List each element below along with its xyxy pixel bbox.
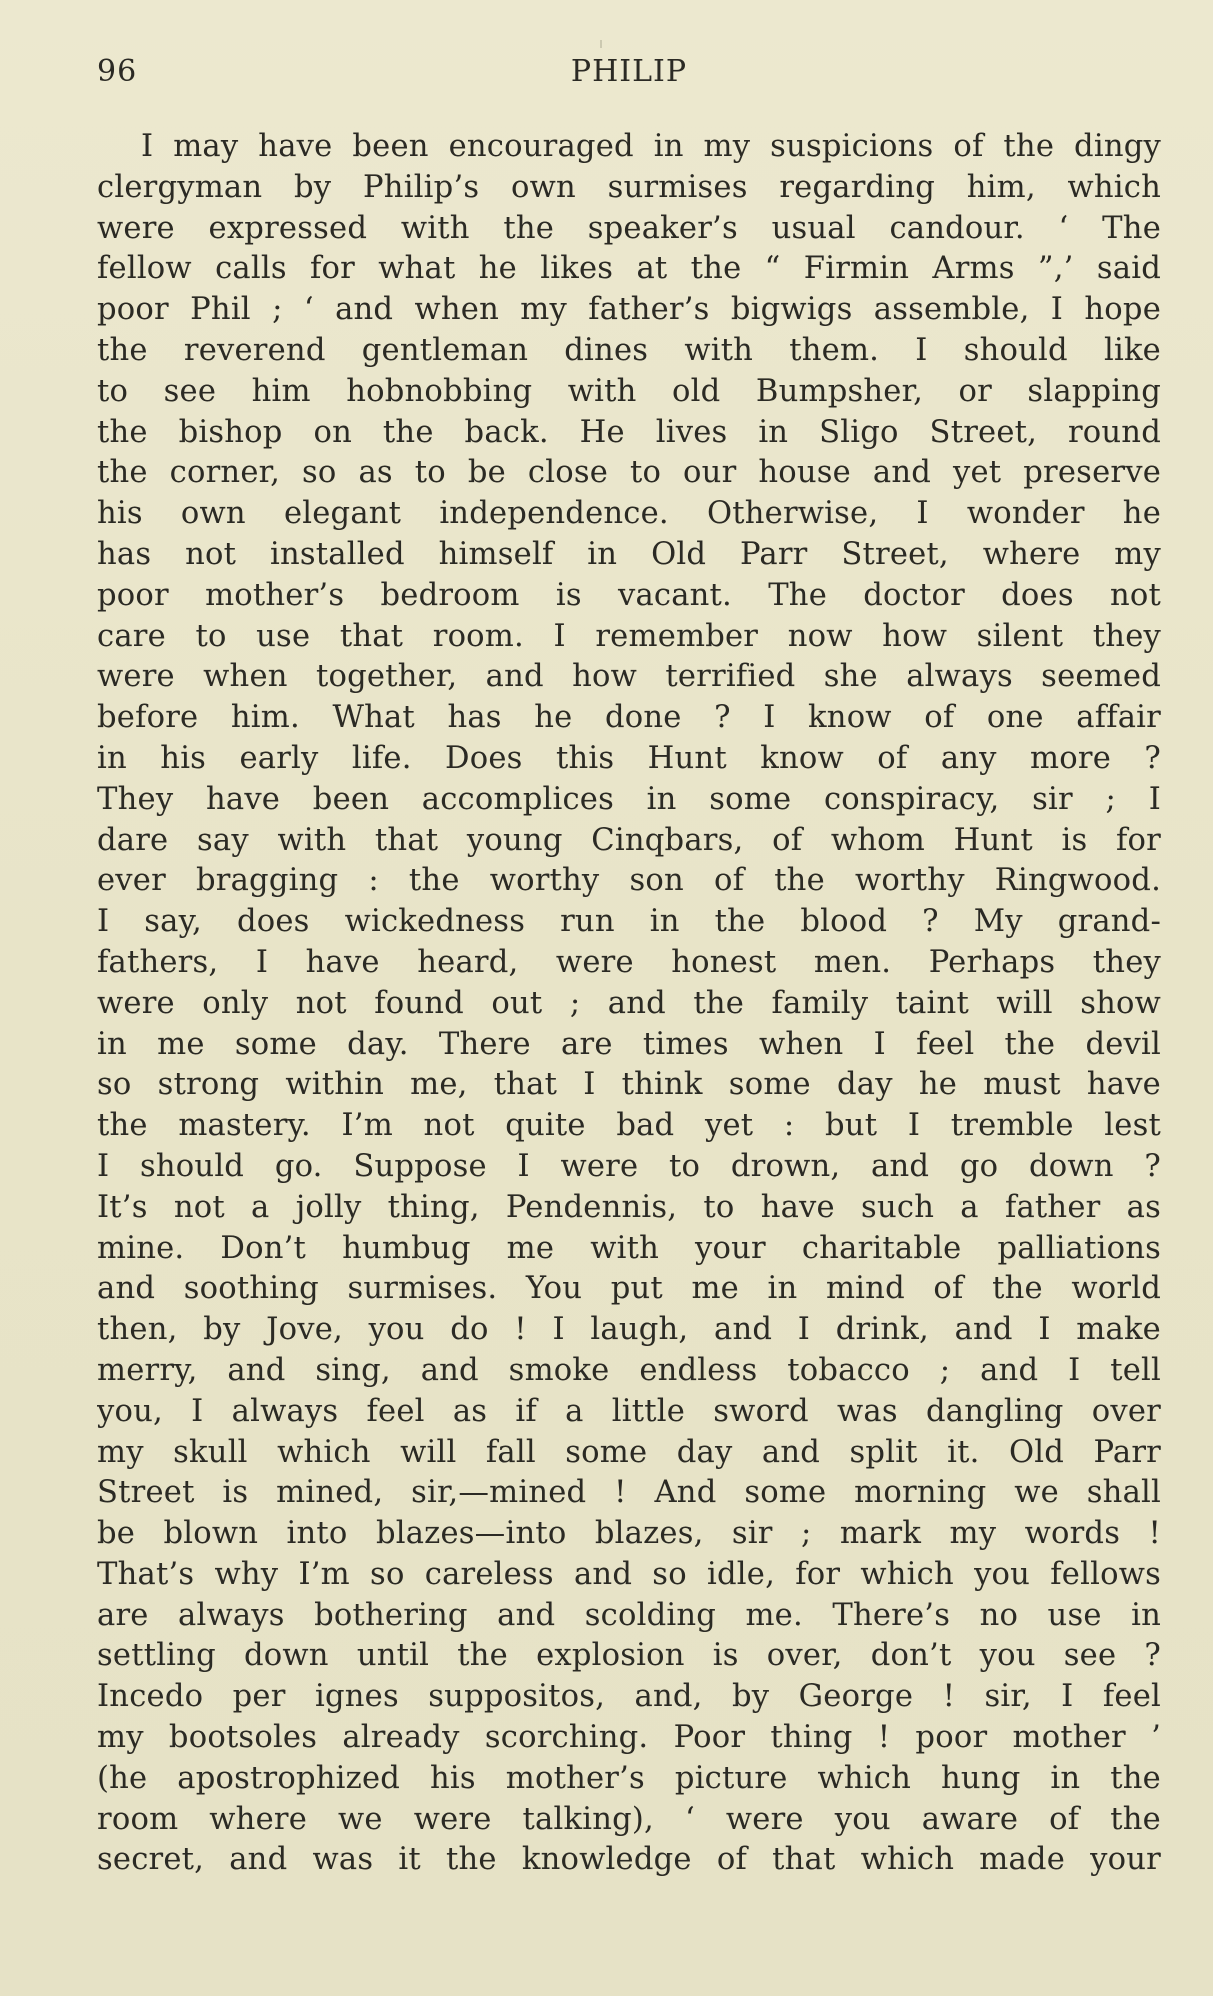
text-line: care to use that room. I remember now how silent they (97, 618, 1161, 654)
text-line: settling down until the explosion is over, don’t you see ? (97, 1638, 1161, 1674)
text-line: mine. Don’t humbug me with your charitable palliations (97, 1230, 1161, 1266)
body-text (97, 127, 1161, 1881)
text-line: his own elegant independence. Otherwise, I wonder he (97, 496, 1161, 532)
text-line: poor Phil ; ‘ and when my father’s bigwigs assemble, I hope (97, 292, 1161, 328)
text-line: ever bragging : the worthy son of the worthy Ringwood. (97, 863, 1161, 899)
text-line: I say, does wickedness run in the blood ? My grand- (97, 904, 1161, 940)
page-number: 96 (97, 54, 138, 89)
text-line: (he apostrophized his mother’s picture which hung in the (97, 1760, 1161, 1796)
text-line: in me some day. There are times when I feel the devil (97, 1026, 1161, 1062)
text-line: dare say with that young Cinqbars, of whom Hunt is for (97, 822, 1161, 858)
text-line: I should go. Suppose I were to drown, and go down ? (97, 1148, 1161, 1184)
text-line: before him. What has he done ? I know of one affair (97, 700, 1161, 736)
running-title: PHILIP (570, 54, 688, 89)
text-line: and soothing surmises. You put me in mind of the world (97, 1271, 1161, 1307)
text-line: They have been accomplices in some conspiracy, sir ; I (97, 781, 1161, 817)
text-line: secret, and was it the knowledge of that which made your (97, 1842, 1161, 1878)
text-line: to see him hobnobbing with old Bumpsher, or slapping (97, 373, 1161, 409)
text-line: the corner, so as to be close to our house and yet preserve (97, 455, 1161, 491)
text-line: clergyman by Philip’s own surmises regarding him, which (97, 169, 1161, 205)
text-line: so strong within me, that I think some day he must have (97, 1067, 1161, 1103)
running-head (97, 54, 1161, 94)
text-line: Incedo per ignes suppositos, and, by George ! sir, I feel (97, 1679, 1161, 1715)
text-line: poor mother’s bedroom is vacant. The doctor does not (97, 577, 1161, 613)
text-line: fathers, I have heard, were honest men. Perhaps they (97, 944, 1161, 980)
text-line: It’s not a jolly thing, Pendennis, to have such a father as (97, 1189, 1161, 1225)
text-line: the mastery. I’m not quite bad yet : but I tremble lest (97, 1108, 1161, 1144)
text-line: you, I always feel as if a little sword was dangling over (97, 1393, 1161, 1429)
text-line: Street is mined, sir,—mined ! And some morning we shall (97, 1475, 1161, 1511)
text-line: were only not found out ; and the family taint will show (97, 985, 1161, 1021)
text-line: room where we were talking), ‘ were you aware of the (97, 1801, 1161, 1837)
text-line: are always bothering and scolding me. There’s no use in (97, 1597, 1161, 1633)
text-line: be blown into blazes—into blazes, sir ; mark my words ! (97, 1516, 1161, 1552)
text-line: my bootsoles already scorching. Poor thing ! poor mother ’ (97, 1720, 1161, 1756)
text-line: I may have been encouraged in my suspicions of the dingy (141, 129, 1161, 164)
text-line: my skull which will fall some day and split it. Old Parr (97, 1434, 1161, 1470)
text-line: has not installed himself in Old Parr Street, where my (97, 536, 1161, 572)
text-line: in his early life. Does this Hunt know of any more ? (97, 740, 1161, 776)
text-line: That’s why I’m so careless and so idle, for which you fellows (97, 1556, 1161, 1592)
text-line: the bishop on the back. He lives in Sligo Street, round (97, 414, 1161, 450)
text-line: were when together, and how terrified she always seemed (97, 659, 1161, 695)
text-line: the reverend gentleman dines with them. I should like (97, 332, 1161, 368)
text-line: then, by Jove, you do ! I laugh, and I drink, and I make (97, 1312, 1161, 1348)
text-line: merry, and sing, and smoke endless tobacco ; and I tell (97, 1352, 1161, 1388)
text-line: were expressed with the speaker’s usual candour. ‘ The (97, 210, 1161, 246)
paper-mark (600, 40, 602, 48)
text-line: fellow calls for what he likes at the “ Firmin Arms ”,’ said (97, 251, 1161, 287)
